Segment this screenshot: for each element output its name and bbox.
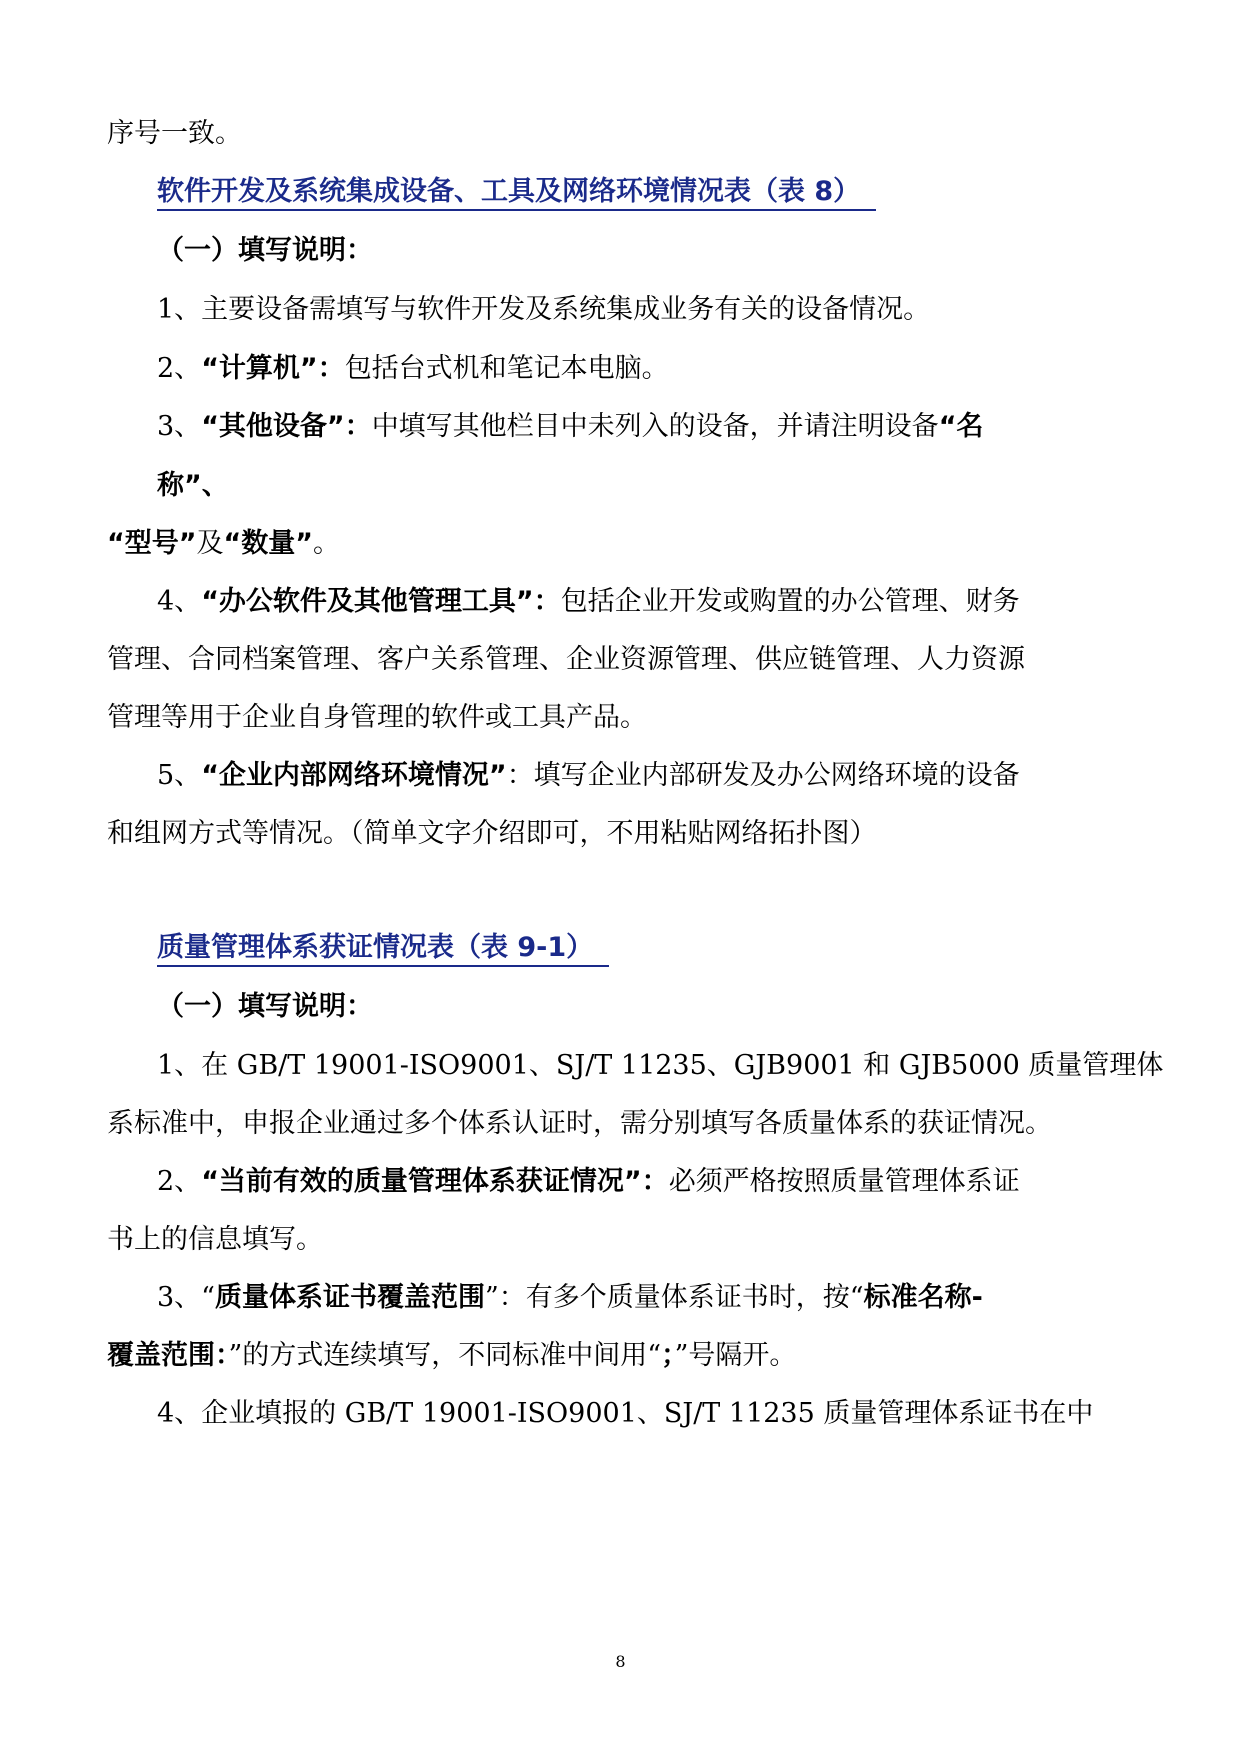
section-heading-table9-1: 质量管理体系获证情况表（表 9-1） — [157, 928, 609, 968]
text-line: 2、“当前有效的质量管理体系获证情况”：必须严格按照质量管理体系证 — [157, 1166, 1020, 1197]
text-line: “型号”及“数量”。 — [107, 528, 340, 559]
text-line: 3、“其他设备”：中填写其他栏目中未列入的设备，并请注明设备“名 — [157, 411, 984, 442]
text-line: 称”、 — [157, 470, 229, 501]
text-line: 1、主要设备需填写与软件开发及系统集成业务有关的设备情况。 — [157, 294, 931, 325]
text-line: 覆盖范围：”的方式连续填写，不同标准中间用“；”号隔开。 — [107, 1340, 797, 1371]
text-line: 管理等用于企业自身管理的软件或工具产品。 — [107, 702, 647, 733]
page-number: 8 — [615, 1652, 626, 1671]
text-line: 2、“计算机”：包括台式机和笔记本电脑。 — [157, 353, 669, 384]
text-line: 和组网方式等情况。（简单文字介绍即可，不用粘贴网络拓扑图） — [107, 818, 877, 849]
subheading: （一）填写说明： — [157, 235, 373, 266]
text-line: 1、在 GB/T 19001-ISO9001、SJ/T 11235、GJB9001 和 GJB5000 质量管理体 — [157, 1050, 1164, 1081]
text-line: 系标准中，申报企业通过多个体系认证时，需分别填写各质量体系的获证情况。 — [107, 1108, 1052, 1139]
subheading: （一）填写说明： — [157, 991, 373, 1022]
text-line: 5、“企业内部网络环境情况”：填写企业内部研发及办公网络环境的设备 — [157, 760, 1020, 791]
text-line: 书上的信息填写。 — [107, 1224, 323, 1255]
text-line: 管理、合同档案管理、客户关系管理、企业资源管理、供应链管理、人力资源 — [107, 644, 1025, 675]
text-line: 序号一致。 — [107, 118, 242, 149]
text-line: 3、“质量体系证书覆盖范围”：有多个质量体系证书时，按“标准名称- — [157, 1282, 983, 1313]
section-heading-table8: 软件开发及系统集成设备、工具及网络环境情况表（表 8） — [157, 172, 876, 212]
text-line: 4、“办公软件及其他管理工具”：包括企业开发或购置的办公管理、财务 — [157, 586, 1020, 617]
text-line: 4、企业填报的 GB/T 19001-ISO9001、SJ/T 11235 质量管理体系证书在中 — [157, 1398, 1094, 1429]
